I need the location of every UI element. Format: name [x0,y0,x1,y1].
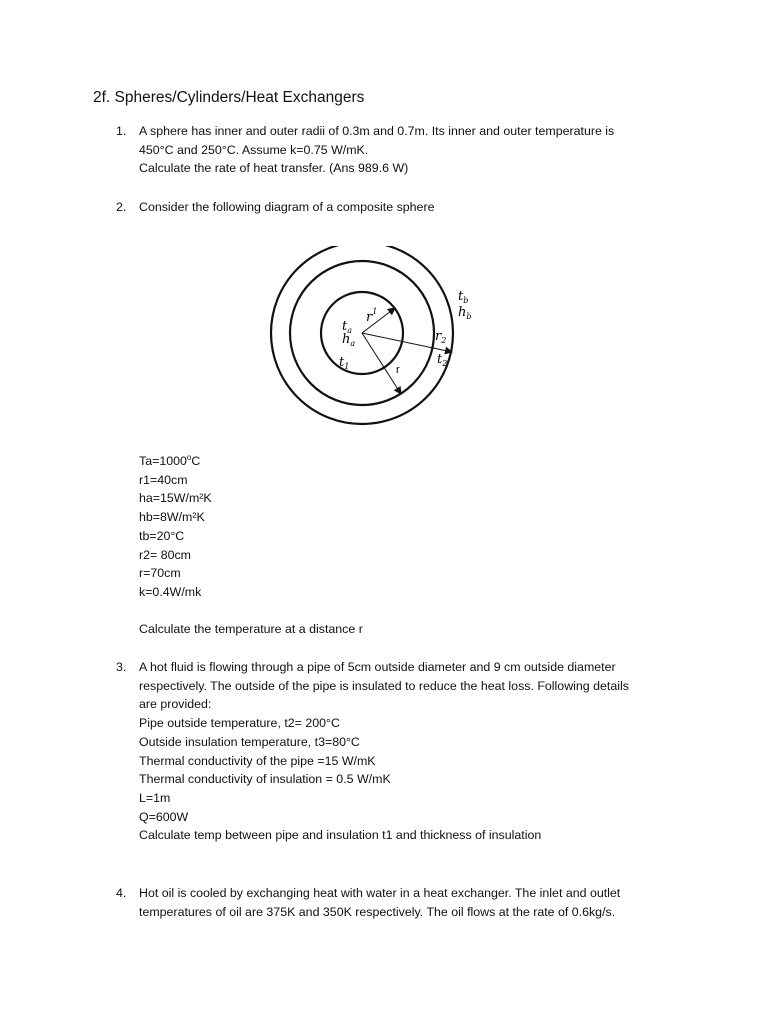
question-number: 1. [116,124,127,138]
question-line: Thermal conductivity of insulation = 0.5 W/mK [139,772,391,787]
question-line: 450°C and 250°C. Assume k=0.75 W/mK. [139,142,369,157]
question-line: Hot oil is cooled by exchanging heat with water in a heat exchanger. The inlet and outlet [139,886,621,900]
question-number: 2. [116,200,127,214]
question-number: 4. [116,886,127,900]
question-line: Q=600W [139,809,189,824]
label-r2: $r_2$ [435,329,447,345]
question-line: Pipe outside temperature, t2= 200°C [139,716,340,731]
question-line: A sphere has inner and outer radii of 0.3m and 0.7m. Its inner and outer temperature is [139,124,615,138]
question-line: respectively. The outside of the pipe is insulated to reduce the heat loss. Following details [139,678,629,693]
question-3 [116,658,676,845]
question-line: A hot fluid is flowing through a pipe of 5cm outside diameter and 9 cm outside diameter [139,660,616,674]
question-2 [116,198,676,217]
question-line: L=1m [139,790,171,805]
given-line: hb=8W/m²K [139,510,205,525]
question-line: Thermal conductivity of the pipe =15 W/mK [139,753,376,768]
composite-sphere-diagram [262,246,502,432]
given-line: tb=20°C [139,528,185,543]
question-number: 3. [116,660,127,674]
label-t2: $t_2$ [437,352,448,368]
label-hb: $h_b$ [458,305,472,321]
label-ha: $h_a$ [342,332,356,348]
question-line: Calculate the rate of heat transfer. (Ans 989.6 W) [139,161,409,176]
given-line: k=0.4W/mk [139,584,202,599]
given-line: r1=40cm [139,472,188,487]
label-r1: $r^1$ [366,307,378,325]
question-intro: Consider the following diagram of a composite sphere [139,200,435,214]
question-line: Calculate temp between pipe and insulation t1 and thickness of insulation [139,828,542,843]
given-line: ha=15W/m²K [139,491,212,506]
given-ta: $Ta=1000^oC$ [139,453,201,468]
question-1 [116,122,676,178]
label-ta: $t_a$ [342,319,353,335]
question-line: temperatures of oil are 375K and 350K respectively. The oil flows at the rate of 0.6kg/s. [139,904,616,919]
question-2-givens [116,452,676,639]
label-t1: $t_1$ [339,355,350,371]
given-line: r=70cm [139,566,181,581]
section-title: 2f. Spheres/Cylinders/Heat Exchangers [93,89,365,106]
question-line: Outside insulation temperature, t3=80°C [139,734,360,749]
question-4 [116,884,676,921]
outer-circle [271,246,453,424]
label-r: r [396,364,400,376]
label-tb: $t_b$ [458,289,469,305]
question-line: are provided: [139,697,212,712]
question-task: Calculate the temperature at a distance r [139,622,363,637]
given-line: r2= 80cm [139,547,191,562]
